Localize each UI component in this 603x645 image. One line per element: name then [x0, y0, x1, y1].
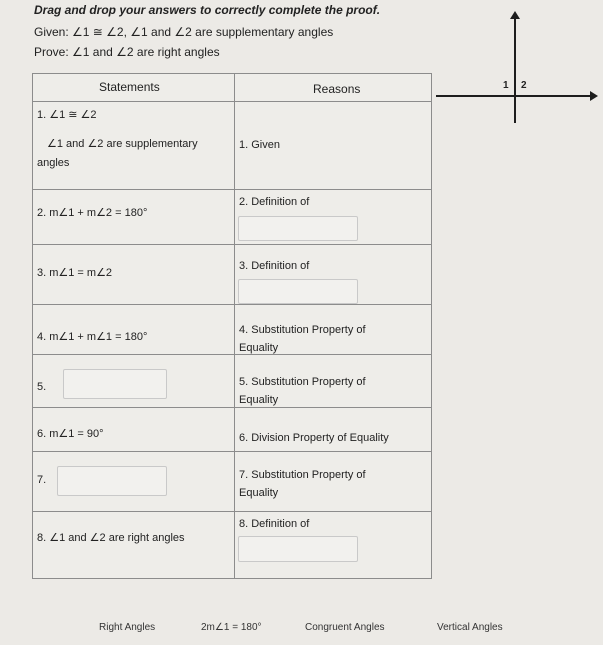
angle-1-label: 1 [503, 80, 509, 91]
row-divider [33, 451, 431, 452]
given-text: Given: ∠1 ≅ ∠2, ∠1 and ∠2 are supplementary angles [34, 25, 334, 39]
reason-4: 4. Substitution Property of [239, 324, 366, 336]
proof-table [32, 73, 432, 579]
statement-8: 8. ∠1 and ∠2 are right angles [37, 532, 185, 544]
answer-option-vertical-angles[interactable]: Vertical Angles [437, 622, 503, 633]
statement-7: 7. [37, 474, 47, 486]
column-divider [234, 74, 235, 578]
arrow-right-icon [590, 91, 598, 101]
answer-option-2m-angle1[interactable]: 2m∠1 = 180° [201, 622, 262, 633]
answer-option-right-angles[interactable]: Right Angles [99, 622, 156, 633]
reason-7-cont: Equality [239, 487, 279, 499]
reason-2-drop-zone[interactable] [238, 216, 358, 241]
horizontal-ray [436, 95, 592, 97]
statement-4: 4. m∠1 + m∠1 = 180° [37, 331, 148, 343]
angle-2-label: 2 [521, 80, 527, 91]
statement-3: 3. m∠1 = m∠2 [37, 267, 113, 279]
reason-8: 8. Definition of [239, 518, 310, 530]
reason-6: 6. Division Property of Equality [239, 432, 389, 444]
reason-8-drop-zone[interactable] [238, 536, 358, 562]
statement-1-cont2: angles [37, 157, 70, 169]
reason-3-drop-zone[interactable] [238, 279, 358, 304]
statement-6: 6. m∠1 = 90° [37, 428, 104, 440]
row-divider [33, 511, 431, 512]
row-divider [33, 304, 431, 305]
statement-7-drop-zone[interactable] [57, 466, 167, 496]
statements-header: Statements [99, 80, 160, 94]
row-divider [33, 189, 431, 190]
reason-3: 3. Definition of [239, 260, 310, 272]
row-divider [33, 244, 431, 245]
statement-1: 1. ∠1 ≅ ∠2 [37, 109, 97, 121]
reason-1: 1. Given [239, 139, 280, 151]
instruction-text: Drag and drop your answers to correctly complete the proof. [34, 3, 381, 17]
statement-1-cont: ∠1 and ∠2 are supplementary [47, 138, 198, 150]
row-divider [33, 354, 431, 355]
reasons-header: Reasons [313, 82, 361, 96]
reason-5: 5. Substitution Property of [239, 376, 366, 388]
vertical-ray [514, 18, 516, 123]
row-divider [33, 407, 431, 408]
reason-7: 7. Substitution Property of [239, 469, 366, 481]
statement-5: 5. [37, 381, 47, 393]
prove-text: Prove: ∠1 and ∠2 are right angles [34, 45, 220, 59]
row-divider [33, 101, 431, 102]
reason-2: 2. Definition of [239, 196, 310, 208]
statement-2: 2. m∠1 + m∠2 = 180° [37, 207, 148, 219]
reason-4-cont: Equality [239, 342, 279, 354]
answer-option-congruent-angles[interactable]: Congruent Angles [305, 622, 385, 633]
statement-5-drop-zone[interactable] [63, 369, 167, 399]
reason-5-cont: Equality [239, 394, 279, 406]
arrow-up-icon [510, 11, 520, 19]
